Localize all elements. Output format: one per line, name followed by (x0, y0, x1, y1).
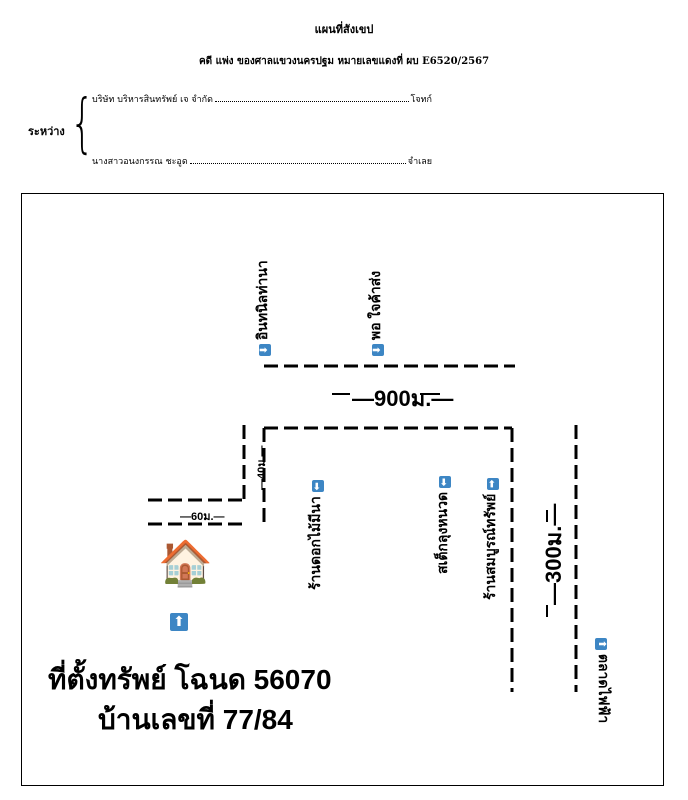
arrow-icon: ⬇ (372, 345, 383, 355)
property-deed: ที่ตั้งทรัพย์ โฉนด 56070 (48, 664, 332, 695)
arrow-icon: ⬆ (170, 611, 188, 629)
shop-label-flower: ร้านดอกไม้มีนา ⬅ (307, 482, 323, 590)
page-title: แผนที่สังเขป (314, 23, 374, 36)
shop-label-sombun: ร้านสมบูรณ์ทรัพย์ ➡ (482, 479, 498, 600)
distance-top: —900ม.— (352, 386, 454, 411)
arrow-icon: ⬅ (312, 482, 323, 491)
market-label: ⬆ ตลาดไฟฟ้า (596, 639, 612, 724)
brace-icon: { (70, 87, 95, 161)
plaintiff-role: โจทก์ (410, 95, 432, 105)
defendant-role: จำเลย (407, 157, 432, 167)
distance-short-vertical: —40ม.— (256, 445, 268, 490)
arrow-icon: ➡ (487, 479, 498, 488)
house-icon: 🏠 (158, 538, 213, 589)
property-house-number: บ้านเลขที่ 77/84 (98, 704, 293, 735)
case-line: คดี แพ่ง ของศาลแขวงนครปฐม หมายเลขแดงที่ ผบ E6520/2567 (198, 56, 490, 67)
plaintiff-name: บริษัท บริหารสินทรัพย์ เจ จำกัด (92, 95, 213, 105)
road-label-porjai: ⬇ พอ ใจค้าส่ง (367, 270, 383, 355)
distance-short-horizontal: —60ม.— (180, 511, 225, 523)
arrow-icon: ⬆ (596, 639, 607, 649)
between-label: ระหว่าง (28, 125, 65, 138)
arrow-icon: ⬅ (439, 477, 450, 487)
road-label-intanin: ⬇ อินทนิลท่านา (254, 260, 270, 355)
defendant-name: นางสาวอนงกรรณ ชะอูด (92, 157, 188, 167)
distance-right: —300ม.— (541, 503, 566, 605)
shop-label-steak: สเต็กลุงหนวด ⬅ (434, 477, 450, 574)
arrow-icon: ⬇ (259, 345, 270, 355)
